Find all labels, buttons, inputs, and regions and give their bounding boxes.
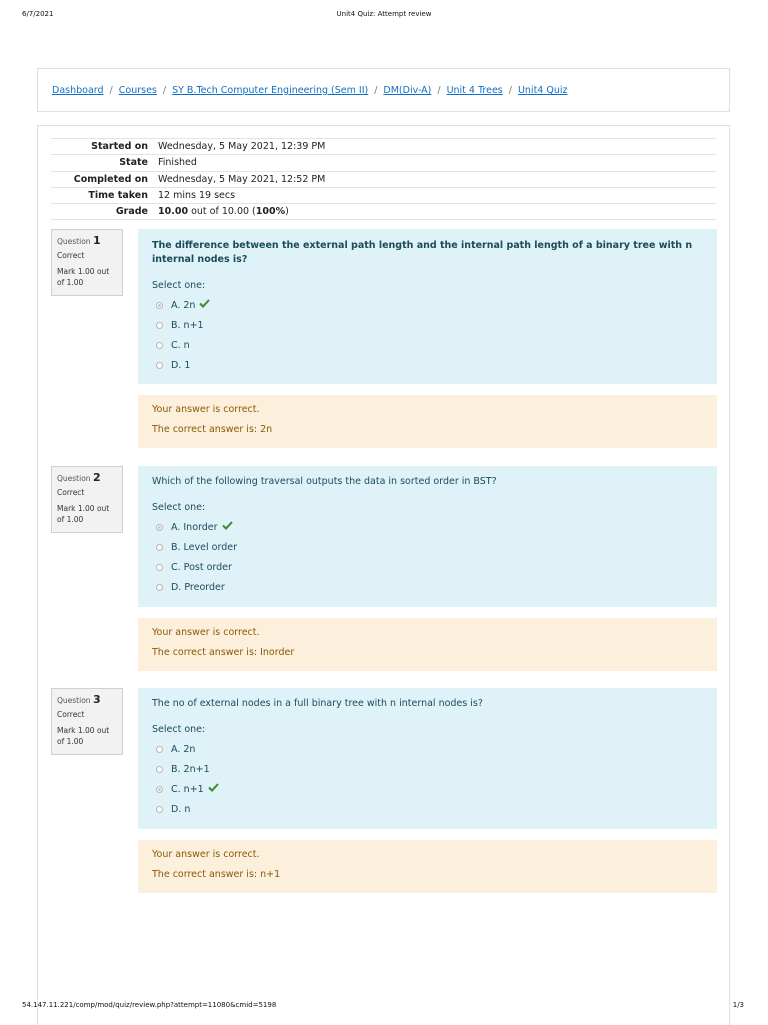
summary-row-state — [51, 155, 716, 171]
summary-row-time — [51, 187, 716, 203]
answer-option[interactable] — [152, 315, 703, 335]
summary-label: Time taken — [51, 187, 158, 203]
radio-button-checked[interactable] — [156, 786, 163, 793]
breadcrumb-dashboard[interactable]: Dashboard — [52, 85, 104, 96]
breadcrumb — [52, 85, 567, 96]
breadcrumb-separator: / — [508, 85, 512, 96]
summary-label: Completed on — [51, 171, 158, 187]
summary-value: Wednesday, 5 May 2021, 12:39 PM — [158, 139, 716, 155]
option-label: D. Preorder — [171, 581, 225, 593]
question-number: 2 — [92, 471, 101, 484]
select-one-label: Select one: — [152, 280, 206, 291]
breadcrumb-card — [37, 68, 730, 112]
radio-button-checked[interactable] — [156, 302, 163, 309]
feedback-box — [138, 395, 717, 448]
question-mark: Mark 1.00 out of 1.00 — [57, 504, 110, 524]
radio-button[interactable] — [156, 322, 163, 329]
option-label: A. Inorder — [171, 521, 218, 533]
question-info — [51, 688, 123, 755]
radio-button[interactable] — [156, 806, 163, 813]
question-info — [51, 466, 123, 533]
breadcrumb-separator: / — [162, 85, 167, 96]
feedback-box — [138, 840, 717, 893]
answer-option[interactable] — [152, 759, 703, 779]
summary-row-started — [51, 139, 716, 155]
feedback-text: Your answer is correct. — [152, 627, 260, 638]
question-label: Question — [57, 696, 91, 705]
answer-options — [152, 739, 703, 819]
correct-answer-text: The correct answer is: n+1 — [152, 869, 281, 880]
summary-value: Finished — [158, 155, 716, 171]
radio-button[interactable] — [156, 584, 163, 591]
answer-options — [152, 295, 703, 375]
breadcrumb-separator: / — [374, 85, 378, 96]
question-mark: Mark 1.00 out of 1.00 — [57, 267, 110, 287]
grade-text: out of 10.00 ( — [188, 206, 256, 218]
answer-option[interactable] — [152, 577, 703, 597]
radio-button[interactable] — [156, 564, 163, 571]
grade-score: 10.00 — [158, 206, 189, 218]
radio-button-checked[interactable] — [156, 524, 163, 531]
summary-value: Wednesday, 5 May 2021, 12:52 PM — [158, 171, 716, 187]
print-header — [0, 10, 768, 22]
question-mark: Mark 1.00 out of 1.00 — [57, 726, 110, 746]
radio-button[interactable] — [156, 342, 163, 349]
option-label: D. n — [171, 803, 191, 815]
option-label: D. 1 — [171, 359, 191, 371]
answer-option[interactable] — [152, 779, 703, 799]
select-one-label: Select one: — [152, 724, 206, 735]
question-state: Correct — [57, 488, 85, 497]
question-content — [138, 229, 717, 384]
answer-option[interactable] — [152, 355, 703, 375]
answer-option[interactable] — [152, 537, 703, 557]
radio-button[interactable] — [156, 766, 163, 773]
print-date: 6/7/2021 — [22, 10, 54, 18]
answer-option[interactable] — [152, 799, 703, 819]
answer-option[interactable] — [152, 335, 703, 355]
option-label: C. Post order — [171, 561, 232, 573]
question-text: The no of external nodes in a full binary tree with n internal nodes is? — [152, 698, 483, 709]
answer-option[interactable] — [152, 295, 703, 315]
summary-value: 12 mins 19 secs — [158, 187, 716, 203]
summary-row-grade — [51, 204, 716, 220]
question-content — [138, 688, 717, 829]
question-state: Correct — [57, 710, 85, 719]
answer-option[interactable] — [152, 739, 703, 759]
summary-label: Grade — [51, 204, 158, 220]
radio-button[interactable] — [156, 544, 163, 551]
grade-text-end: ) — [285, 206, 289, 218]
breadcrumb-separator: / — [109, 85, 113, 96]
answer-option[interactable] — [152, 557, 703, 577]
option-label: A. 2n — [171, 743, 196, 755]
check-icon — [222, 521, 233, 533]
summary-value — [158, 204, 716, 220]
correct-answer-text: The correct answer is: Inorder — [152, 647, 295, 658]
option-label: C. n+1 — [171, 783, 204, 795]
check-icon — [199, 299, 210, 311]
breadcrumb-unit[interactable]: Unit 4 Trees — [446, 85, 503, 96]
option-label: B. n+1 — [171, 319, 204, 331]
breadcrumb-course[interactable]: SY B.Tech Computer Engineering (Sem II) — [172, 85, 369, 96]
breadcrumb-division[interactable]: DM(Div-A) — [383, 85, 432, 96]
breadcrumb-quiz[interactable]: Unit4 Quiz — [517, 85, 568, 96]
radio-button[interactable] — [156, 746, 163, 753]
answer-option[interactable] — [152, 517, 703, 537]
attempt-summary-table — [51, 138, 716, 220]
question-label: Question — [57, 474, 91, 483]
print-page-number: 1/3 — [732, 1001, 744, 1009]
option-label: B. Level order — [171, 541, 237, 553]
answer-options — [152, 517, 703, 597]
feedback-text: Your answer is correct. — [152, 849, 260, 860]
print-footer — [0, 1001, 768, 1013]
print-url: 54.147.11.221/comp/mod/quiz/review.php?attempt=11080&cmid=5198 — [22, 1001, 277, 1009]
question-state: Correct — [57, 251, 85, 260]
check-icon — [208, 783, 219, 795]
grade-percent: 100% — [255, 206, 286, 218]
select-one-label: Select one: — [152, 502, 206, 513]
question-info — [51, 229, 123, 296]
feedback-text: Your answer is correct. — [152, 404, 260, 415]
question-number: 3 — [92, 693, 101, 706]
question-number: 1 — [92, 234, 101, 247]
question-content — [138, 466, 717, 607]
question-text: The difference between the external path length and the internal path length of a binary tree with n internal nodes is? — [152, 240, 693, 265]
summary-label: State — [51, 155, 158, 171]
correct-answer-text: The correct answer is: 2n — [152, 424, 273, 435]
option-label: B. 2n+1 — [171, 763, 210, 775]
question-text: Which of the following traversal outputs the data in sorted order in BST? — [152, 476, 497, 487]
breadcrumb-separator: / — [437, 85, 441, 96]
feedback-box — [138, 618, 717, 671]
summary-label: Started on — [51, 139, 158, 155]
summary-row-completed — [51, 171, 716, 187]
breadcrumb-courses[interactable]: Courses — [118, 85, 157, 96]
radio-button[interactable] — [156, 362, 163, 369]
option-label: C. n — [171, 339, 190, 351]
question-label: Question — [57, 237, 91, 246]
option-label: A. 2n — [171, 299, 196, 311]
print-title: Unit4 Quiz: Attempt review — [336, 10, 432, 18]
